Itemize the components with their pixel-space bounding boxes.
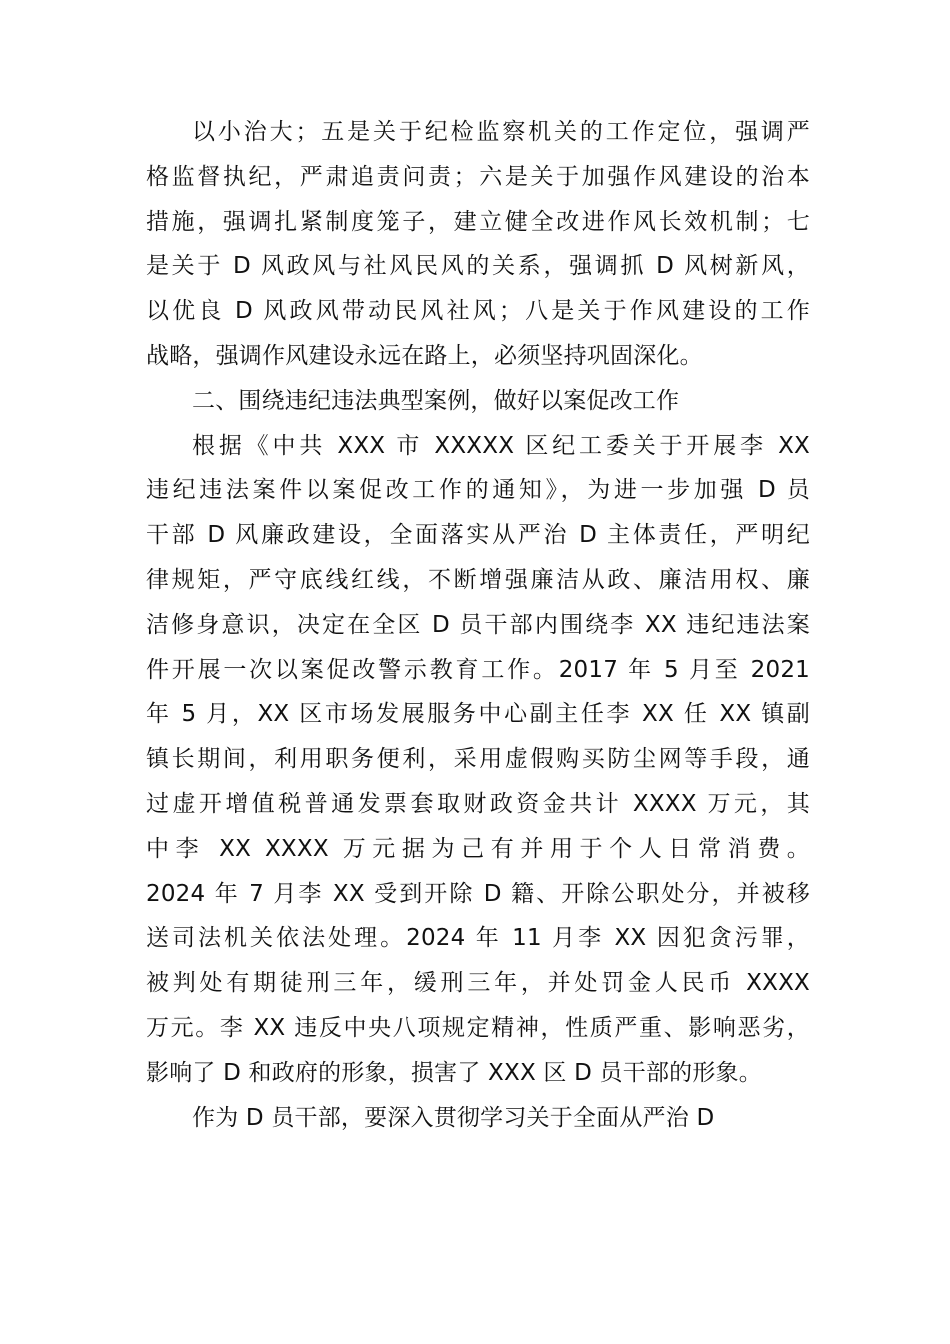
text-line: 律规矩，严守底线红线，不断增强廉洁从政、廉洁用权、廉: [146, 566, 810, 593]
text-line: 作为 D 员干部，要深入贯彻学习关于全面从严治 D: [192, 1104, 715, 1131]
text-line: 送司法机关依法处理。2024 年 11 月李 XX 因犯贪污罪，: [146, 925, 810, 952]
section-heading: 二、围绕违纪违法典型案例，做好以案促改工作: [192, 387, 680, 414]
text-line: 年 5 月，XX 区市场发展服务中心副主任李 XX 任 XX 镇副: [146, 701, 810, 728]
text-line: 是关于 D 风政风与社风民风的关系，强调抓 D 风树新风，: [146, 253, 810, 280]
text-line: 中李 XX XXXX 万元据为己有并用于个人日常消费。: [146, 835, 810, 862]
text-line: 洁修身意识，决定在全区 D 员干部内围绕李 XX 违纪违法案: [146, 611, 810, 638]
text-line: 影响了 D 和政府的形象，损害了 XXX 区 D 员干部的形象。: [146, 1059, 762, 1086]
text-line: 干部 D 风廉政建设，全面落实从严治 D 主体责任，严明纪: [146, 522, 810, 549]
text-line: 以小治大；五是关于纪检监察机关的工作定位，强调严: [192, 119, 810, 145]
text-line: 件开展一次以案促改警示教育工作。2017 年 5 月至 2021: [146, 656, 810, 683]
text-line: 2024 年 7 月李 XX 受到开除 D 籍、开除公职处分，并被移: [146, 880, 810, 907]
text-line: 格监督执纪，严肃追责问责；六是关于加强作风建设的治本: [146, 163, 810, 190]
text-line: 镇长期间，利用职务便利，采用虚假购买防尘网等手段，通: [146, 746, 810, 773]
text-line: 万元。李 XX 违反中央八项规定精神，性质严重、影响恶劣，: [146, 1014, 810, 1041]
body-text: [146, 110, 810, 1140]
text-line: 以优良 D 风政风带动民风社风；八是关于作风建设的工作: [146, 298, 810, 325]
text-line: 过虚开增值税普通发票套取财政资金共计 XXXX 万元，其: [146, 790, 810, 817]
text-line: 根据《中共 XXX 市 XXXXX 区纪工委关于开展李 XX: [192, 432, 810, 459]
text-line: 违纪违法案件以案促改工作的通知》，为进一步加强 D 员: [146, 477, 810, 504]
text-line: 措施，强调扎紧制度笼子，建立健全改进作风长效机制；七: [146, 208, 810, 235]
text-line: 被判处有期徒刑三年，缓刑三年，并处罚金人民币 XXXX: [146, 970, 810, 997]
text-line: 战略，强调作风建设永远在路上，必须坚持巩固深化。: [146, 342, 703, 369]
